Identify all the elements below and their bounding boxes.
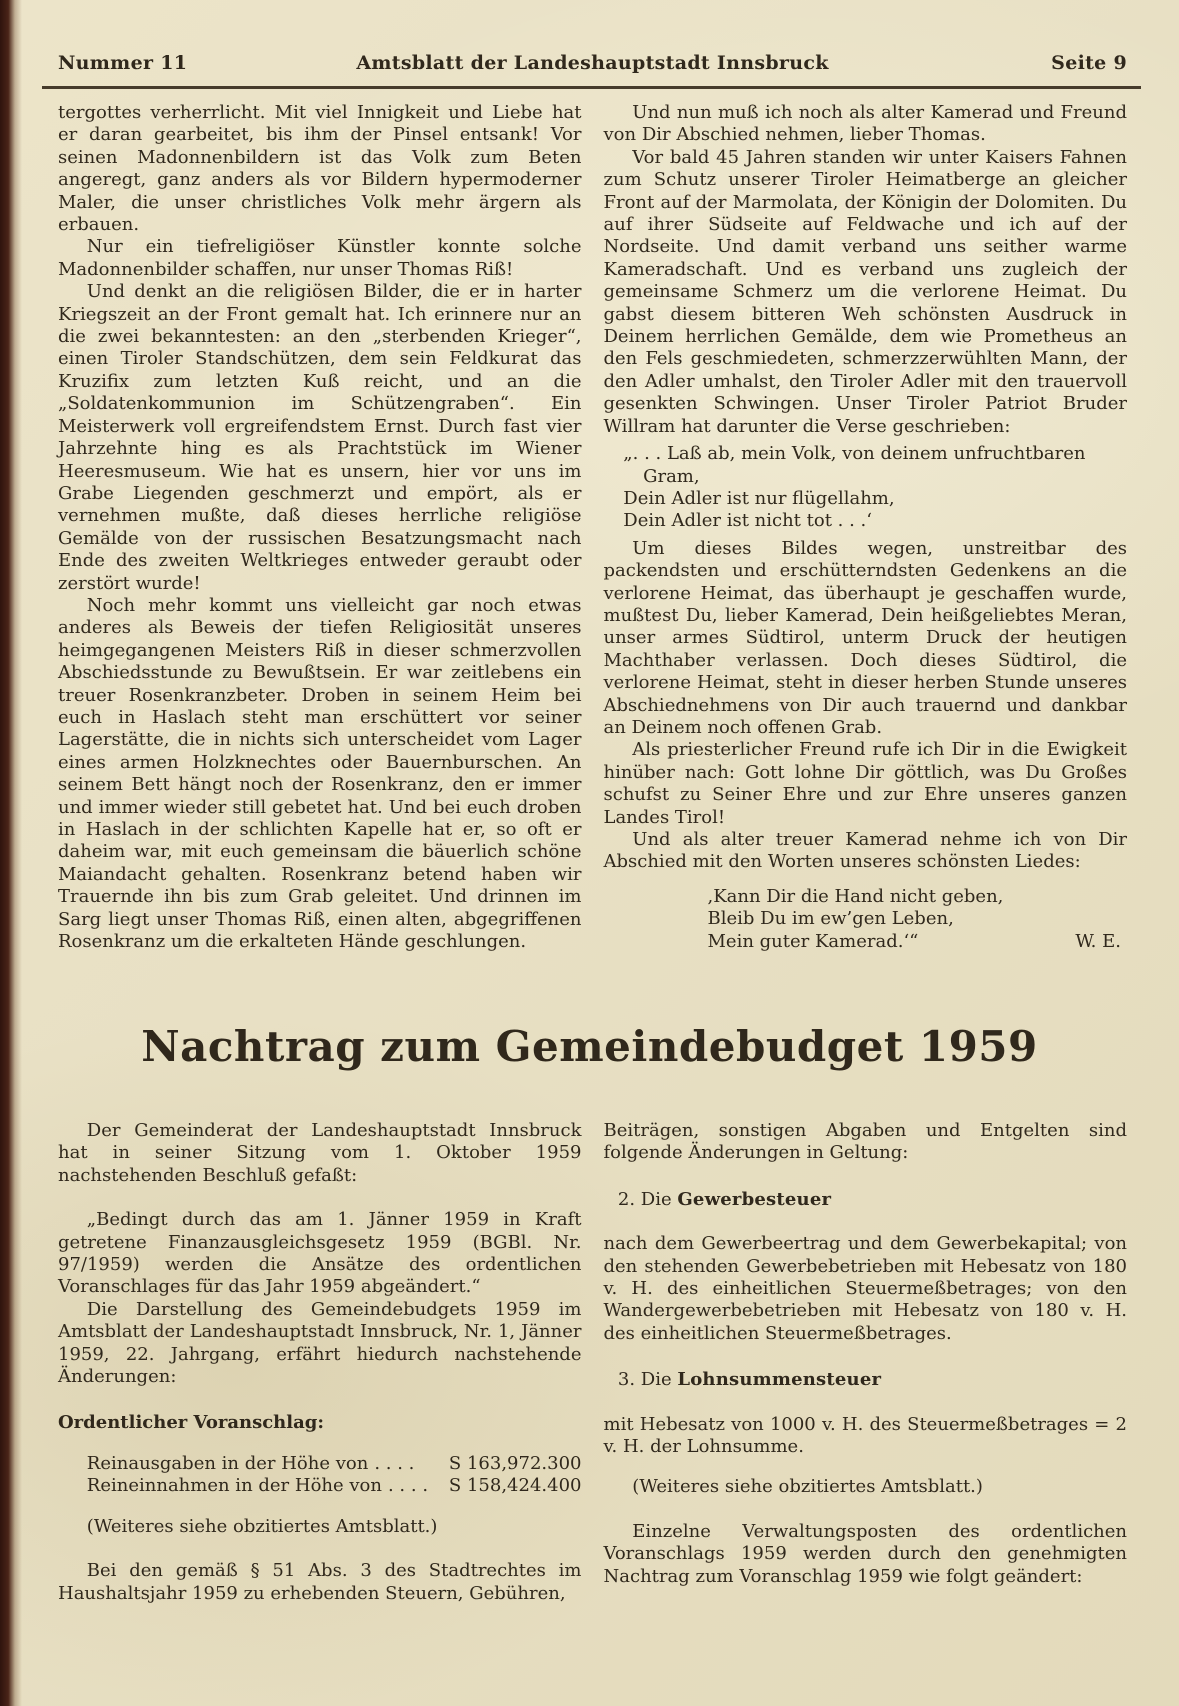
paragraph: Die Darstellung des Gemeindebudgets 1959 im Amtsblatt der Landeshauptstadt Innsbruck, Nr. 1, Jänner 1959, 22. Jahrgang, erfährt hiedurch nachstehende Änderungen:	[58, 1298, 582, 1388]
budget-figures	[58, 1453, 582, 1498]
author-initials: W. E.	[1075, 930, 1121, 952]
masthead-rule	[42, 86, 1141, 89]
reference-note: (Weiteres siehe obzitiertes Amtsblatt.)	[86, 1515, 438, 1537]
paragraph: tergottes verherrlicht. Mit viel Innigkeit und Liebe hat er daran gearbeitet, bis ihm der Pinsel entsank! Vor seinen Madonnenbildern ist das Volk zum Beten angeregt, ganz anders als vor Bildern hypermoderner Maler, die unser christliches Volk mehr ärgern als erbauen.	[58, 102, 582, 236]
verse-line: „. . . Laß ab, mein Volk, von deinem unfruchtbaren	[623, 443, 1086, 465]
section-heading: Nachtrag zum Gemeindebudget 1959	[141, 1022, 1038, 1071]
obituary-left-column	[58, 102, 582, 953]
budget-article	[58, 1120, 1127, 1605]
verse-line: Dein Adler ist nicht tot . . .‘	[623, 510, 872, 532]
paragraph: Um dieses Bildes wegen, unstreitbar des packendsten und erschütterndsten Gedenkens an die verlorene Heimat, das überhaupt je geschaffen wurde, mußtest Du, lieber Kamerad, Dein heißgeliebtes Meran, unser armes Südtirol, unterm Druck der heutigen Machthaber verlassen. Doch dieses Südtirol, die verlorene Heimat, steht in dieser herben Stunde unseres Abschiednehmens von Dir auch trauernd und dankbar an Deinem noch offenen Grab.	[603, 537, 1127, 738]
dot-leader: . . . .	[374, 1452, 415, 1474]
dot-leader: . . . .	[387, 1475, 429, 1497]
budget-row-label: Reinausgaben in der Höhe von	[86, 1452, 369, 1474]
tax-heading-prefix: 2. Die	[617, 1188, 678, 1210]
subsection-heading: Ordentlicher Voranschlag:	[58, 1412, 324, 1434]
verse-line: Dein Adler ist nur flügellahm,	[623, 487, 895, 509]
paragraph: nach dem Gewerbeertrag und dem Gewerbekapital; von den stehenden Gewerbebetrieben mit Hebesatz von 180 v. H. des einheitlichen Steuermeßbetrages; von den Wandergewerbebetrieben mit Hebesatz von 180 v. H. des einheitlichen Steuermeßbetrages.	[603, 1233, 1127, 1344]
verse-line: Gram,	[643, 465, 700, 487]
masthead	[58, 52, 1127, 74]
paragraph: Der Gemeinderat der Landeshauptstadt Innsbruck hat in seiner Sitzung vom 1. Oktober 1959 nachstehenden Beschluß gefaßt:	[58, 1120, 582, 1186]
paragraph: Einzelne Verwaltungsposten des ordentlichen Voranschlags 1959 werden durch den genehmigten Nachtrag zum Voranschlag 1959 wie folgt geändert:	[603, 1520, 1127, 1587]
publication-title: Amtsblatt der Landeshauptstadt Innsbruck	[356, 52, 829, 74]
tax-heading-gewerbesteuer	[604, 1189, 1128, 1211]
verse-line: Mein guter Kamerad.‘“	[707, 930, 919, 952]
budget-left-column	[58, 1120, 582, 1605]
tax-heading-lohnsummensteuer	[604, 1369, 1128, 1391]
page-number: Seite 9	[1051, 52, 1127, 74]
tax-heading-name: Gewerbesteuer	[677, 1188, 832, 1210]
budget-right-column	[604, 1120, 1128, 1605]
paragraph: Und denkt an die religiösen Bilder, die er in harter Kriegszeit an der Front gemalt hat. Ich erinnere nur an die zwei bekanntesten: an den „sterbenden Krieger“, einen Tiroler Standschützen, dem sein Feldkurat das Kruzifix zum letzten Kuß reicht, und an die „Soldatenkommunion im Schützengraben“. Ein Meisterwerk voll ergreifendstem Ernst. Durch fast vier Jahrzehnte hing es als Prachtstück im Wiener Heeresmuseum. Wie hat es unsern, hier vor uns im Grabe Liegenden geschmerzt und empört, als er vernehmen mußte, daß dieses herrliche religiöse Gemälde von der russischen Besatzungsmacht nach Ende des zweiten Weltkrieges entweder geraubt oder zerstört wurde!	[58, 281, 582, 594]
paragraph: Nur ein tiefreligiöser Künstler konnte solche Madonnenbilder schaffen, nur unser Thomas Riß!	[58, 236, 582, 280]
verse-line: ,Kann Dir die Hand nicht geben,	[707, 885, 1004, 907]
obituary-right-column	[604, 102, 1128, 953]
budget-row-label: Reineinnahmen in der Höhe von	[86, 1475, 382, 1497]
budget-row-amount: S 158,424.400	[448, 1475, 582, 1497]
paragraph: Vor bald 45 Jahren standen wir unter Kaisers Fahnen zum Schutz unserer Tiroler Heimatberge an gleicher Front auf der Marmolata, der Königin der Dolomiten. Du auf ihrer Südseite auf Feldwache und ich auf der Nordseite. Und damit verband uns seither warme Kameradschaft. Und es verband uns zugleich der gemeinsame Schmerz um die verlorene Heimat. Du gabst diesem bitteren Weh schönsten Ausdruck in Deinem herrlichen Gemälde, dem wie Prometheus an den Fels geschmiedeten, schmerzzerwühlten Mann, der den Adler umhalst, den Tiroler Adler mit den trauervoll gesenkten Schwingen. Unser Tiroler Patriot Bruder Willram hat darunter die Verse geschrieben:	[603, 146, 1127, 437]
tax-heading-name: Lohnsummensteuer	[677, 1369, 882, 1391]
paragraph: mit Hebesatz von 1000 v. H. des Steuermeßbetrages = 2 v. H. der Lohnsumme.	[603, 1413, 1127, 1458]
issue-number: Nummer 11	[58, 52, 188, 74]
verse-line: Bleib Du im ew’gen Leben,	[707, 908, 954, 930]
obituary-article	[58, 102, 1127, 953]
reference-note: (Weiteres siehe obzitiertes Amtsblatt.)	[632, 1476, 983, 1498]
paragraph: Und als alter treuer Kamerad nehme ich von Dir Abschied mit den Worten unseres schönsten Liedes:	[603, 829, 1127, 873]
budget-row	[58, 1475, 582, 1497]
tax-heading-prefix: 3. Die	[617, 1369, 678, 1391]
paragraph: Als priesterlicher Freund rufe ich Dir in die Ewigkeit hinüber nach: Gott lohne Dir göttlich, was Du Großes schufst zu Seiner Ehre und zur Ehre unseres ganzen Landes Tirol!	[603, 739, 1127, 828]
paragraph: Noch mehr kommt uns vielleicht gar noch etwas anderes als Beweis der tiefen Religiosität unseres heimgegangenen Meisters Riß in dieser schmerzvollen Abschiedsstunde zu Bewußtsein. Er war zeitlebens ein treuer Rosenkranzbeter. Droben in seinem Heim bei euch in Haslach steht man erschüttert vor seiner Lagerstätte, die in nichts sich unterscheidet vom Lager eines armen Holzknechtes oder Bauernburschen. An seinem Bett hängt noch der Rosenkranz, den er immer und immer wieder still gebetet hat. Und bei euch droben in Haslach in der schlichten Kapelle hat er, so oft er daheim war, mit euch gemeinsam die bäuerlich schöne Maiandacht gehalten. Rosenkranz betend haben wir Trauernde ihn bis zum Grab geleitet. Und drinnen im Sarg liegt unser Thomas Riß, einen alten, abgegriffenen Rosenkranz um die erkalteten Hände geschlungen.	[58, 594, 582, 953]
budget-row	[58, 1453, 582, 1475]
paragraph: Beiträgen, sonstigen Abgaben und Entgelten sind folgende Änderungen in Geltung:	[603, 1120, 1127, 1164]
budget-row-amount: S 163,972.300	[448, 1452, 582, 1474]
book-spine-shadow	[0, 0, 22, 1706]
paragraph: Und nun muß ich noch als alter Kamerad und Freund von Dir Abschied nehmen, lieber Thomas.	[603, 102, 1127, 146]
paragraph: „Bedingt durch das am 1. Jänner 1959 in Kraft getretene Finanzausgleichsgesetz 1959 (BGBl. Nr. 97/1959) werden die Ansätze des ordentlichen Voranschlages für das Jahr 1959 abgeändert.“	[58, 1209, 582, 1298]
song-quote	[708, 886, 1128, 953]
paragraph: Bei den gemäß § 51 Abs. 3 des Stadtrechtes im Haushaltsjahr 1959 zu erhebenden Steuern, Gebühren,	[58, 1560, 582, 1604]
poem-quote	[623, 443, 1127, 533]
verse-last-line	[708, 931, 1128, 953]
